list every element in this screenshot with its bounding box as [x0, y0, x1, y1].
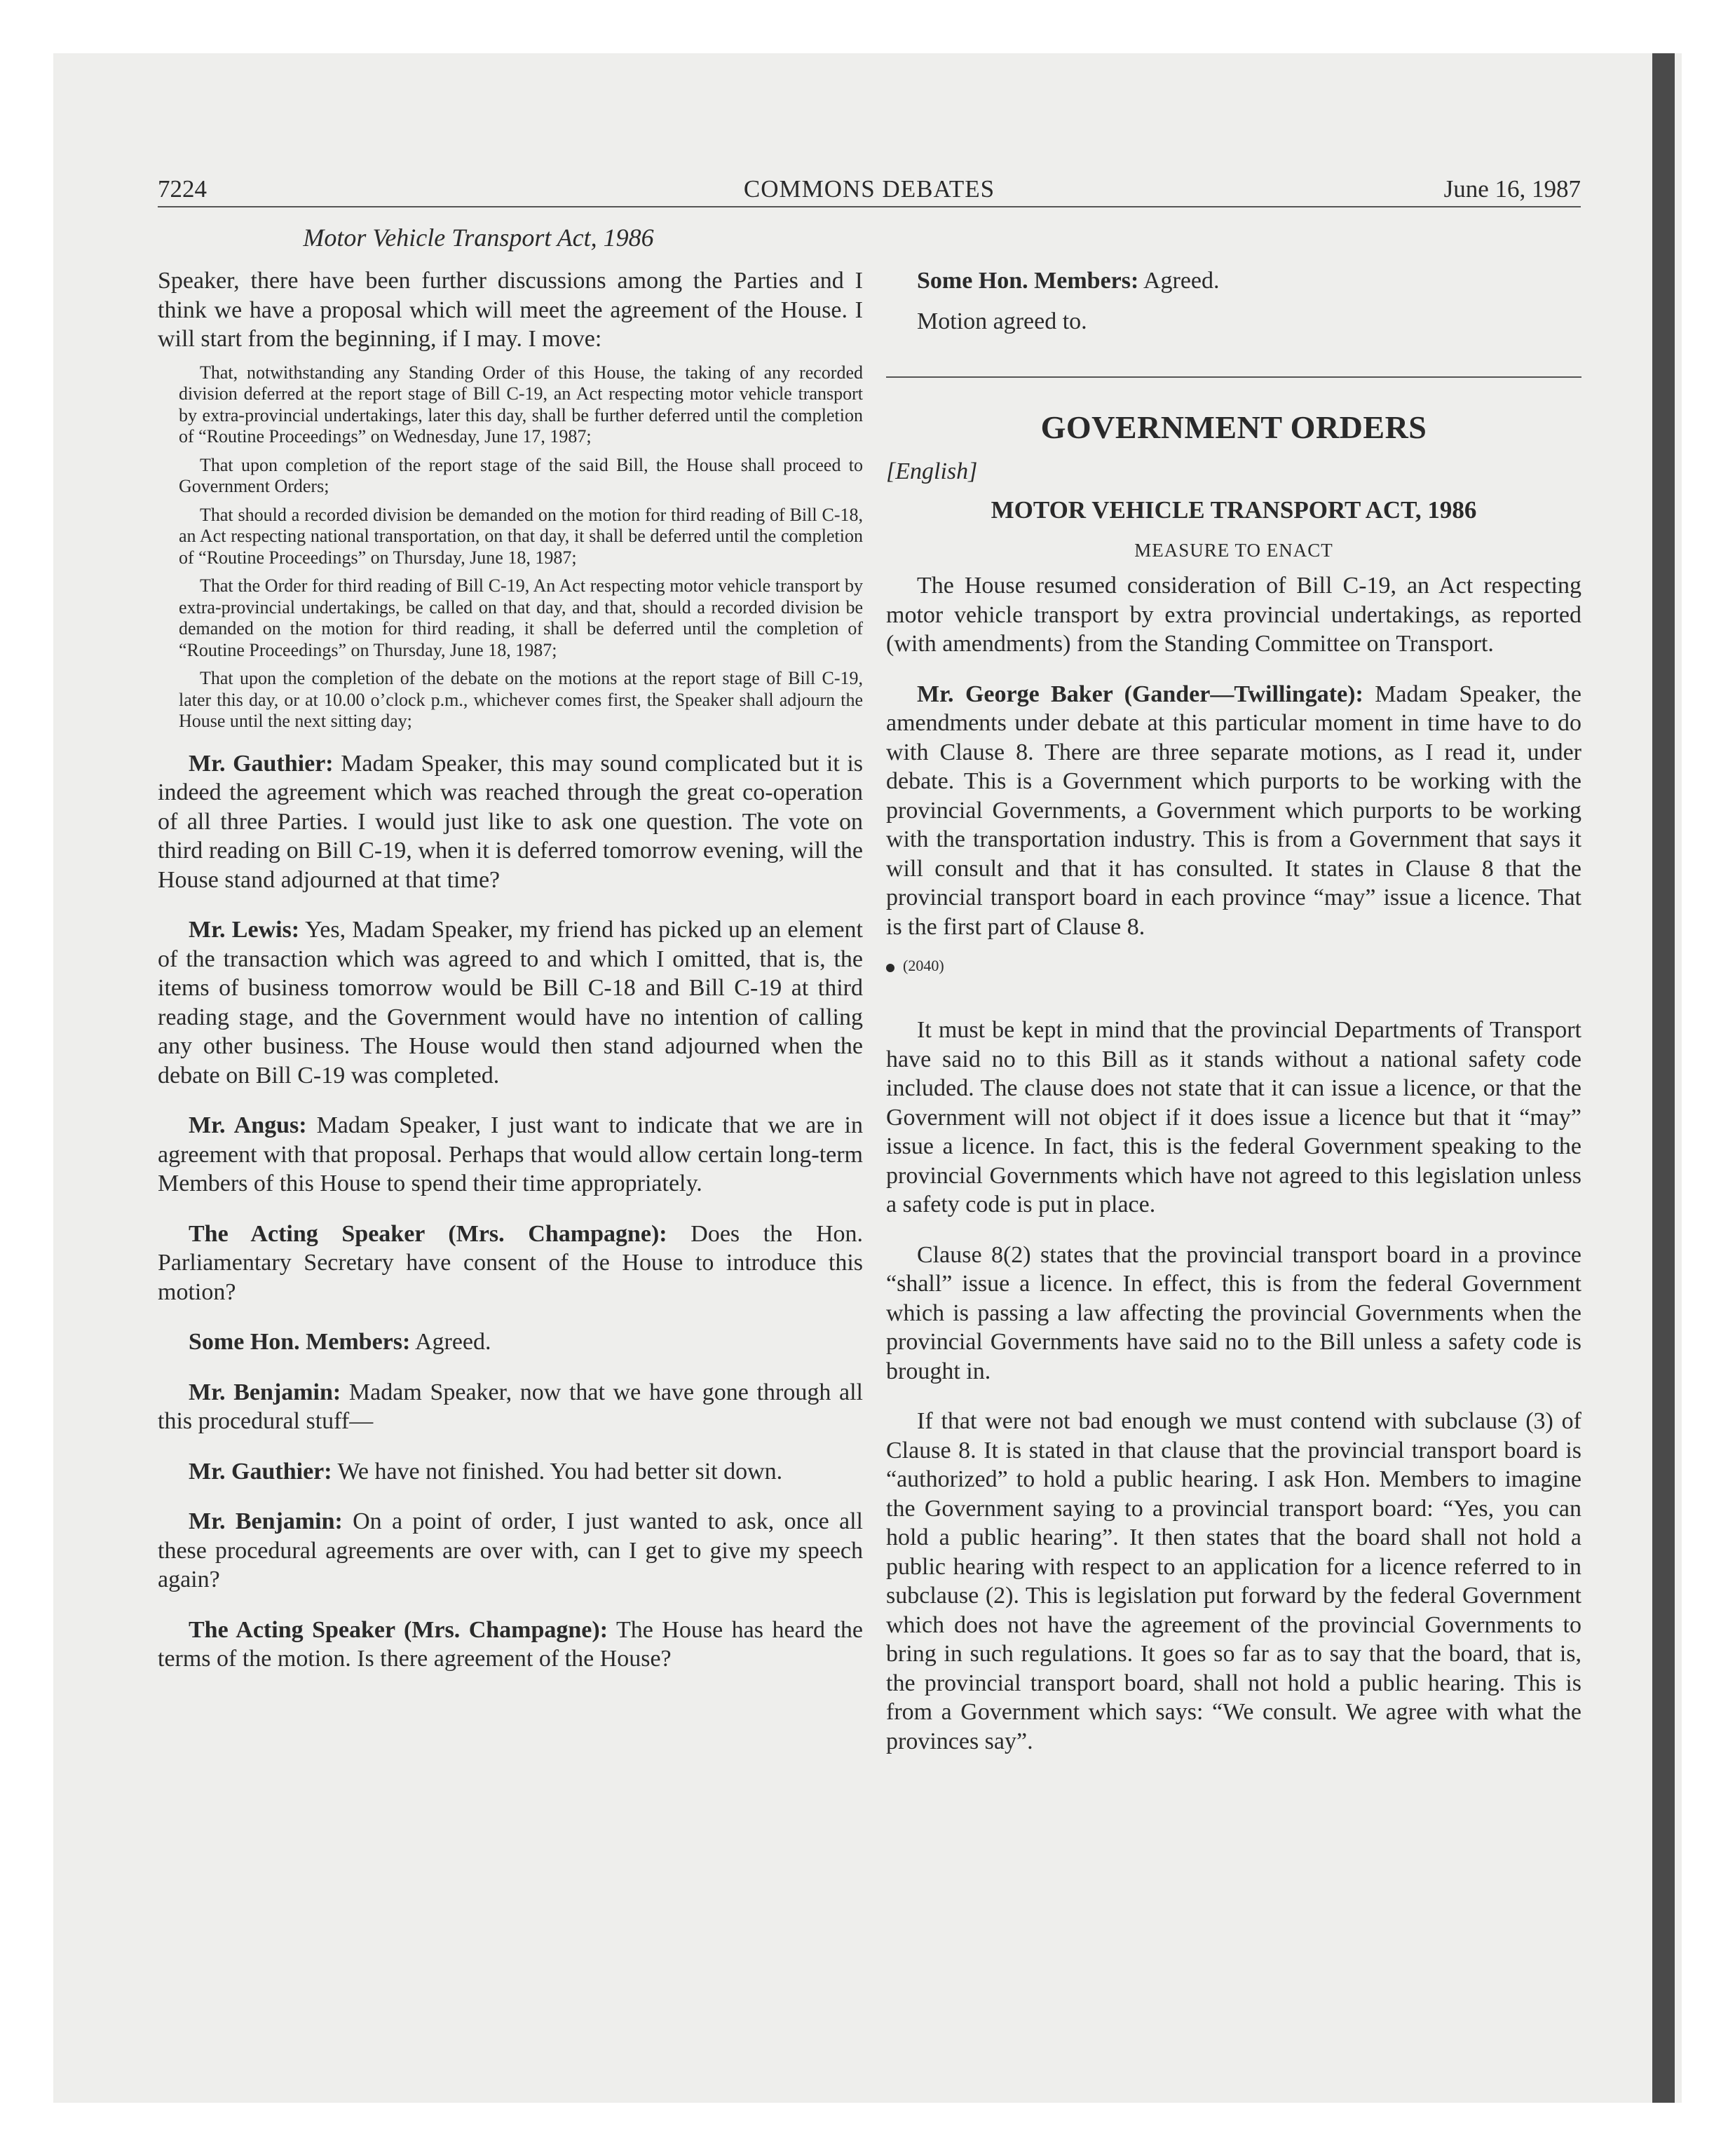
speaker-name: Mr. Lewis: [189, 917, 300, 943]
speech-text: Agreed. [414, 1329, 491, 1355]
speech-paragraph [158, 915, 863, 1090]
bullet-icon [886, 964, 894, 972]
speech-paragraph: It must be kept in mind that the provincial Departments of Transport have said no to this Bill as it stands without a national safety code included. The clause does not state that it can issue a licence, or that the Government will not object if it does issue a licence but that it “may” issue a licence. In fact, this is the federal Government speaking to the provincial Governments which have not agreed to this legislation unless a safety code is put in place. [886, 1017, 1581, 1217]
speech-text: Agreed. [1143, 268, 1220, 294]
motion-result: Motion agreed to. [917, 308, 1087, 334]
page-header [158, 172, 1581, 207]
speech-paragraph [158, 1220, 863, 1307]
speaker-name: Mr. Gauthier: [189, 750, 334, 777]
speech-paragraph [158, 1378, 863, 1436]
speech-text: Yes, Madam Speaker, my friend has picked up an element of the transaction which was agreed to and which I omitted, that is, the items of business tomorrow would be Bill C-18 and Bill C-19 at third reading stage, and the Government would have no intention of calling any other business. The House would then stand adjourned when the debate on Bill C-19 was completed. [158, 917, 863, 1089]
intro-paragraph: Speaker, there have been further discussions among the Parties and I think we have a proposal which will meet the agreement of the House. I will start from the beginning, if I may. I move: [158, 268, 863, 352]
motion-clause: That the Order for third reading of Bill C-19, An Act respecting motor vehicle transport by extra-provincial undertakings, be called on that day, and that, should a recorded division be demanded on the motion for third reading, it shall be deferred until the completion of “Routine Proceedings” on Thursday, June 18, 1987; [179, 575, 863, 660]
speech-paragraph: If that were not bad enough we must contend with subclause (3) of Clause 8. It is stated in that clause that the provincial transport board is “authorized” to hold a public hearing. I ask Hon. Members to imagine the Government saying to a provincial transport board: “Yes, you can hold a public hearing”. It then states that the board shall not hold a public hearing with respect to an application for a licence referred to in subclause (2). This is legislation put forward by the federal Government which does not have the agreement of the provincial Governments to bring in such regulations. It goes so far as to say that the board, that is, the provincial transport board, shall not hold a public hearing. This is from a Government which says: “We consult. We agree with what the provinces say”. [886, 1408, 1581, 1754]
speaker-name: Some Hon. Members: [917, 268, 1139, 294]
language-tag: [English] [886, 458, 978, 484]
speech-paragraph [158, 1328, 863, 1357]
speech-paragraph [158, 1457, 863, 1487]
speaker-name: Mr. Gauthier: [189, 1458, 332, 1485]
bill-subheading: MEASURE TO ENACT [1134, 540, 1333, 561]
publication-title: COMMONS DEBATES [743, 175, 995, 203]
speech-text: Madam Speaker, now that we have gone through all this procedural stuff— [158, 1379, 863, 1434]
speech-paragraph [886, 266, 1581, 296]
speech-paragraph [158, 1111, 863, 1199]
section-divider [886, 376, 1581, 378]
speaker-name: Some Hon. Members: [189, 1329, 411, 1355]
consideration-paragraph: The House resumed consideration of Bill C-19, an Act respecting motor vehicle transport by extra provincial undertakings, as reported (with amendments) from the Standing Committee on Transport. [886, 573, 1581, 657]
speaker-name: Mr. George Baker (Gander—Twillingate): [917, 681, 1363, 707]
publication-date: June 16, 1987 [1443, 175, 1581, 203]
speech-paragraph: Clause 8(2) states that the provincial transport board in a province “shall” issue a licence. In effect, this is from the federal Government which is passing a law affecting the provincial Governments when the provincial Governments have said no to the Bill unless a safety code is brought in. [886, 1241, 1581, 1384]
speech-text: Madam Speaker, I just want to indicate that we are in agreement with that proposal. Perhaps that would allow certain long-term Members of this House to spend their time appropriately. [158, 1112, 863, 1196]
speaker-name: The Acting Speaker (Mrs. Champagne): [189, 1616, 608, 1643]
speech-paragraph [886, 680, 1581, 942]
speech-text: Does the Hon. Parliamentary Secretary have consent of the House to introduce this motion? [158, 1220, 864, 1305]
motion-text [158, 362, 863, 732]
page-number: 7224 [158, 175, 207, 203]
speech-text: The House has heard the terms of the motion. Is there agreement of the House? [158, 1616, 863, 1672]
speech-text: We have not finished. You had better sit down. [337, 1458, 783, 1485]
speaker-name: Mr. Benjamin: [189, 1379, 341, 1405]
scan-edge-bar [1652, 53, 1675, 2103]
speaker-name: The Acting Speaker (Mrs. Champagne): [189, 1220, 667, 1247]
time-marker [886, 957, 1581, 975]
running-title: Motor Vehicle Transport Act, 1986 [303, 224, 654, 252]
motion-clause: That should a recorded division be demanded on the motion for third reading of Bill C-18, an Act respecting national transportation, on that day, it shall be deferred until the completion of “Routine Proceedings” on Thursday, June 18, 1987; [179, 504, 863, 568]
left-column [158, 266, 863, 1674]
speaker-name: Mr. Angus: [189, 1112, 307, 1138]
section-heading: GOVERNMENT ORDERS [1040, 409, 1427, 445]
right-column [886, 266, 1581, 1756]
speech-text: Madam Speaker, the amendments under debate at this particular moment in time have to do with Clause 8. There are three separate motions, as I read it, under debate. This is a Government which purports to be working with the provincial Governments, a Government which purports to be working with the transportation industry. This is from a Government that says it will consult and that it has consulted. It states in Clause 8 that the provincial transport board in each province “may” issue a licence. That is the first part of Clause 8. [886, 681, 1582, 940]
motion-clause: That upon completion of the report stage of the said Bill, the House shall proceed to Government Orders; [179, 454, 863, 496]
speaker-name: Mr. Benjamin: [189, 1508, 343, 1534]
timestamp: (2040) [903, 957, 944, 974]
speech-paragraph [158, 1507, 863, 1595]
motion-clause: That upon the completion of the debate on the motions at the report stage of Bill C-19, later this day, or at 10.00 o’clock p.m., whichever comes first, the Speaker shall adjourn the House until the next sitting day; [179, 668, 863, 731]
bill-heading: MOTOR VEHICLE TRANSPORT ACT, 1986 [991, 496, 1477, 524]
speech-paragraph [158, 1616, 863, 1674]
motion-clause: That, notwithstanding any Standing Order of this House, the taking of any recorded division deferred at the report stage of Bill C-19, an Act respecting motor vehicle transport by extra-provincial undertakings, later this day, shall be further deferred until the completion of “Routine Proceedings” on Wednesday, June 17, 1987; [179, 362, 863, 446]
speech-paragraph [158, 749, 863, 895]
speech-text: On a point of order, I just wanted to ask, once all these procedural agreements are over with, can I get to give my speech again? [158, 1508, 864, 1592]
speech-text: Madam Speaker, this may sound complicated but it is indeed the agreement which was reached through the great co-operation of all three Parties. I would just like to ask one question. The vote on third reading on Bill C-19, when it is deferred tomorrow evening, will the House stand adjourned at that time? [158, 750, 864, 893]
